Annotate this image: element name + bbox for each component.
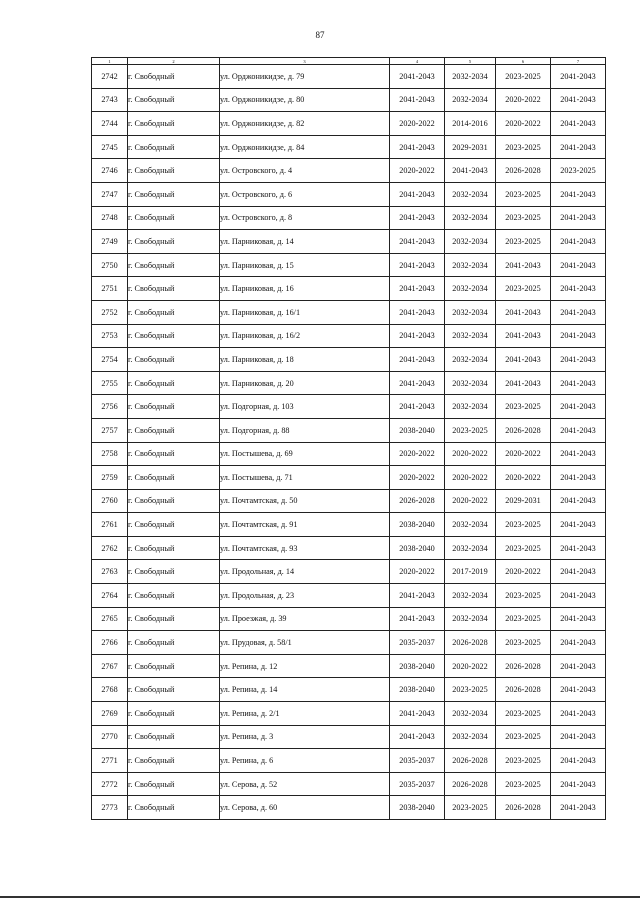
period-col4-cell: 2041-2043 bbox=[390, 607, 445, 631]
row-number: 2765 bbox=[92, 607, 128, 631]
row-number: 2757 bbox=[92, 418, 128, 442]
period-col4-cell: 2041-2043 bbox=[390, 348, 445, 372]
table-row bbox=[92, 418, 606, 442]
period-col5-cell: 2023-2025 bbox=[445, 418, 496, 442]
city-cell: г. Свободный bbox=[128, 607, 220, 631]
address-cell: ул. Подгорная, д. 88 bbox=[220, 418, 390, 442]
period-col5-cell: 2032-2034 bbox=[445, 725, 496, 749]
period-col4-cell: 2035-2037 bbox=[390, 631, 445, 655]
period-col4-cell: 2020-2022 bbox=[390, 466, 445, 490]
period-col4-cell: 2041-2043 bbox=[390, 584, 445, 608]
address-cell: ул. Серова, д. 52 bbox=[220, 772, 390, 796]
row-number: 2744 bbox=[92, 112, 128, 136]
period-col6-cell: 2020-2022 bbox=[496, 560, 551, 584]
period-col7-cell: 2041-2043 bbox=[551, 442, 606, 466]
address-cell: ул. Парниковая, д. 14 bbox=[220, 230, 390, 254]
period-col6-cell: 2023-2025 bbox=[496, 631, 551, 655]
period-col5-cell: 2032-2034 bbox=[445, 324, 496, 348]
period-col4-cell: 2041-2043 bbox=[390, 135, 445, 159]
period-col4-cell: 2020-2022 bbox=[390, 159, 445, 183]
row-number: 2764 bbox=[92, 584, 128, 608]
city-cell: г. Свободный bbox=[128, 631, 220, 655]
address-cell: ул. Постышева, д. 69 bbox=[220, 442, 390, 466]
period-col7-cell: 2041-2043 bbox=[551, 230, 606, 254]
period-col7-cell: 2041-2043 bbox=[551, 418, 606, 442]
period-col6-cell: 2041-2043 bbox=[496, 300, 551, 324]
period-col5-cell: 2032-2034 bbox=[445, 536, 496, 560]
table-row bbox=[92, 277, 606, 301]
address-cell: ул. Серова, д. 60 bbox=[220, 796, 390, 820]
period-col4-cell: 2041-2043 bbox=[390, 182, 445, 206]
period-col7-cell: 2041-2043 bbox=[551, 489, 606, 513]
address-cell: ул. Островского, д. 6 bbox=[220, 182, 390, 206]
row-number: 2758 bbox=[92, 442, 128, 466]
row-number: 2773 bbox=[92, 796, 128, 820]
row-number: 2771 bbox=[92, 749, 128, 773]
city-cell: г. Свободный bbox=[128, 253, 220, 277]
period-col5-cell: 2020-2022 bbox=[445, 466, 496, 490]
city-cell: г. Свободный bbox=[128, 65, 220, 89]
period-col7-cell: 2041-2043 bbox=[551, 112, 606, 136]
city-cell: г. Свободный bbox=[128, 772, 220, 796]
row-number: 2755 bbox=[92, 371, 128, 395]
period-col4-cell: 2038-2040 bbox=[390, 513, 445, 537]
row-number: 2767 bbox=[92, 654, 128, 678]
housing-schedule-table bbox=[91, 57, 606, 820]
city-cell: г. Свободный bbox=[128, 371, 220, 395]
period-col4-cell: 2038-2040 bbox=[390, 678, 445, 702]
table-row bbox=[92, 230, 606, 254]
period-col7-cell: 2041-2043 bbox=[551, 678, 606, 702]
city-cell: г. Свободный bbox=[128, 536, 220, 560]
period-col6-cell: 2041-2043 bbox=[496, 371, 551, 395]
row-number: 2756 bbox=[92, 395, 128, 419]
row-number: 2763 bbox=[92, 560, 128, 584]
period-col7-cell: 2041-2043 bbox=[551, 725, 606, 749]
period-col6-cell: 2020-2022 bbox=[496, 88, 551, 112]
period-col4-cell: 2035-2037 bbox=[390, 749, 445, 773]
address-cell: ул. Парниковая, д. 16 bbox=[220, 277, 390, 301]
period-col7-cell: 2041-2043 bbox=[551, 300, 606, 324]
address-cell: ул. Парниковая, д. 16/2 bbox=[220, 324, 390, 348]
city-cell: г. Свободный bbox=[128, 418, 220, 442]
row-number: 2750 bbox=[92, 253, 128, 277]
period-col6-cell: 2026-2028 bbox=[496, 654, 551, 678]
period-col6-cell: 2023-2025 bbox=[496, 182, 551, 206]
address-cell: ул. Почтамтская, д. 93 bbox=[220, 536, 390, 560]
city-cell: г. Свободный bbox=[128, 584, 220, 608]
period-col4-cell: 2020-2022 bbox=[390, 112, 445, 136]
period-col7-cell: 2041-2043 bbox=[551, 348, 606, 372]
city-cell: г. Свободный bbox=[128, 654, 220, 678]
city-cell: г. Свободный bbox=[128, 513, 220, 537]
period-col7-cell: 2041-2043 bbox=[551, 536, 606, 560]
period-col4-cell: 2041-2043 bbox=[390, 395, 445, 419]
city-cell: г. Свободный bbox=[128, 135, 220, 159]
row-number: 2743 bbox=[92, 88, 128, 112]
address-cell: ул. Репина, д. 2/1 bbox=[220, 702, 390, 726]
table-row bbox=[92, 725, 606, 749]
period-col7-cell: 2041-2043 bbox=[551, 702, 606, 726]
city-cell: г. Свободный bbox=[128, 489, 220, 513]
row-number: 2749 bbox=[92, 230, 128, 254]
period-col5-cell: 2014-2016 bbox=[445, 112, 496, 136]
column-number: 1 bbox=[92, 58, 128, 65]
period-col4-cell: 2041-2043 bbox=[390, 88, 445, 112]
address-cell: ул. Орджоникидзе, д. 82 bbox=[220, 112, 390, 136]
row-number: 2762 bbox=[92, 536, 128, 560]
period-col5-cell: 2032-2034 bbox=[445, 277, 496, 301]
row-number: 2761 bbox=[92, 513, 128, 537]
city-cell: г. Свободный bbox=[128, 466, 220, 490]
city-cell: г. Свободный bbox=[128, 300, 220, 324]
period-col6-cell: 2041-2043 bbox=[496, 253, 551, 277]
row-number: 2752 bbox=[92, 300, 128, 324]
period-col5-cell: 2023-2025 bbox=[445, 796, 496, 820]
period-col6-cell: 2029-2031 bbox=[496, 489, 551, 513]
address-cell: ул. Парниковая, д. 18 bbox=[220, 348, 390, 372]
table-row bbox=[92, 112, 606, 136]
address-cell: ул. Орджоникидзе, д. 80 bbox=[220, 88, 390, 112]
period-col5-cell: 2032-2034 bbox=[445, 395, 496, 419]
period-col5-cell: 2032-2034 bbox=[445, 513, 496, 537]
address-cell: ул. Репина, д. 14 bbox=[220, 678, 390, 702]
table-row bbox=[92, 466, 606, 490]
column-number: 5 bbox=[445, 58, 496, 65]
period-col6-cell: 2023-2025 bbox=[496, 749, 551, 773]
period-col5-cell: 2032-2034 bbox=[445, 88, 496, 112]
period-col6-cell: 2020-2022 bbox=[496, 466, 551, 490]
table-row bbox=[92, 442, 606, 466]
period-col5-cell: 2032-2034 bbox=[445, 182, 496, 206]
table-row bbox=[92, 348, 606, 372]
address-cell: ул. Подгорная, д. 103 bbox=[220, 395, 390, 419]
city-cell: г. Свободный bbox=[128, 560, 220, 584]
address-cell: ул. Почтамтская, д. 91 bbox=[220, 513, 390, 537]
period-col5-cell: 2032-2034 bbox=[445, 230, 496, 254]
address-cell: ул. Проезжая, д. 39 bbox=[220, 607, 390, 631]
row-number: 2766 bbox=[92, 631, 128, 655]
row-number: 2772 bbox=[92, 772, 128, 796]
period-col4-cell: 2038-2040 bbox=[390, 418, 445, 442]
city-cell: г. Свободный bbox=[128, 678, 220, 702]
period-col7-cell: 2041-2043 bbox=[551, 371, 606, 395]
period-col5-cell: 2032-2034 bbox=[445, 584, 496, 608]
row-number: 2746 bbox=[92, 159, 128, 183]
row-number: 2770 bbox=[92, 725, 128, 749]
table-row bbox=[92, 584, 606, 608]
period-col4-cell: 2041-2043 bbox=[390, 725, 445, 749]
city-cell: г. Свободный bbox=[128, 395, 220, 419]
period-col4-cell: 2041-2043 bbox=[390, 253, 445, 277]
period-col6-cell: 2026-2028 bbox=[496, 796, 551, 820]
table-row bbox=[92, 796, 606, 820]
city-cell: г. Свободный bbox=[128, 324, 220, 348]
address-cell: ул. Парниковая, д. 16/1 bbox=[220, 300, 390, 324]
period-col6-cell: 2026-2028 bbox=[496, 678, 551, 702]
period-col5-cell: 2032-2034 bbox=[445, 65, 496, 89]
table-row bbox=[92, 772, 606, 796]
period-col6-cell: 2020-2022 bbox=[496, 112, 551, 136]
address-cell: ул. Орджоникидзе, д. 84 bbox=[220, 135, 390, 159]
period-col7-cell: 2041-2043 bbox=[551, 277, 606, 301]
period-col5-cell: 2032-2034 bbox=[445, 607, 496, 631]
row-number: 2769 bbox=[92, 702, 128, 726]
period-col4-cell: 2038-2040 bbox=[390, 796, 445, 820]
row-number: 2742 bbox=[92, 65, 128, 89]
table-row bbox=[92, 324, 606, 348]
city-cell: г. Свободный bbox=[128, 182, 220, 206]
period-col5-cell: 2026-2028 bbox=[445, 631, 496, 655]
period-col4-cell: 2041-2043 bbox=[390, 206, 445, 230]
table-row bbox=[92, 678, 606, 702]
table-row bbox=[92, 631, 606, 655]
period-col7-cell: 2041-2043 bbox=[551, 65, 606, 89]
city-cell: г. Свободный bbox=[128, 702, 220, 726]
period-col5-cell: 2020-2022 bbox=[445, 442, 496, 466]
period-col7-cell: 2041-2043 bbox=[551, 324, 606, 348]
period-col6-cell: 2023-2025 bbox=[496, 135, 551, 159]
period-col5-cell: 2041-2043 bbox=[445, 159, 496, 183]
scan-bottom-edge bbox=[0, 896, 640, 898]
period-col6-cell: 2023-2025 bbox=[496, 584, 551, 608]
row-number: 2768 bbox=[92, 678, 128, 702]
period-col4-cell: 2038-2040 bbox=[390, 654, 445, 678]
table-row bbox=[92, 702, 606, 726]
period-col5-cell: 2032-2034 bbox=[445, 253, 496, 277]
address-cell: ул. Репина, д. 3 bbox=[220, 725, 390, 749]
address-cell: ул. Прудовая, д. 58/1 bbox=[220, 631, 390, 655]
period-col6-cell: 2023-2025 bbox=[496, 395, 551, 419]
period-col6-cell: 2023-2025 bbox=[496, 277, 551, 301]
period-col7-cell: 2041-2043 bbox=[551, 466, 606, 490]
row-number: 2754 bbox=[92, 348, 128, 372]
period-col7-cell: 2041-2043 bbox=[551, 182, 606, 206]
period-col6-cell: 2023-2025 bbox=[496, 702, 551, 726]
city-cell: г. Свободный bbox=[128, 796, 220, 820]
period-col7-cell: 2041-2043 bbox=[551, 88, 606, 112]
period-col5-cell: 2017-2019 bbox=[445, 560, 496, 584]
address-cell: ул. Парниковая, д. 20 bbox=[220, 371, 390, 395]
period-col4-cell: 2038-2040 bbox=[390, 536, 445, 560]
row-number: 2751 bbox=[92, 277, 128, 301]
period-col6-cell: 2023-2025 bbox=[496, 772, 551, 796]
table-row bbox=[92, 206, 606, 230]
period-col5-cell: 2020-2022 bbox=[445, 489, 496, 513]
period-col6-cell: 2023-2025 bbox=[496, 230, 551, 254]
row-number: 2753 bbox=[92, 324, 128, 348]
city-cell: г. Свободный bbox=[128, 348, 220, 372]
table-row bbox=[92, 654, 606, 678]
period-col4-cell: 2026-2028 bbox=[390, 489, 445, 513]
period-col6-cell: 2023-2025 bbox=[496, 65, 551, 89]
period-col5-cell: 2026-2028 bbox=[445, 772, 496, 796]
period-col6-cell: 2023-2025 bbox=[496, 513, 551, 537]
table-row bbox=[92, 489, 606, 513]
period-col7-cell: 2023-2025 bbox=[551, 159, 606, 183]
address-cell: ул. Репина, д. 6 bbox=[220, 749, 390, 773]
period-col5-cell: 2032-2034 bbox=[445, 371, 496, 395]
address-cell: ул. Постышева, д. 71 bbox=[220, 466, 390, 490]
table-row bbox=[92, 371, 606, 395]
city-cell: г. Свободный bbox=[128, 206, 220, 230]
address-cell: ул. Орджоникидзе, д. 79 bbox=[220, 65, 390, 89]
period-col4-cell: 2020-2022 bbox=[390, 442, 445, 466]
address-cell: ул. Парниковая, д. 15 bbox=[220, 253, 390, 277]
period-col4-cell: 2041-2043 bbox=[390, 702, 445, 726]
period-col6-cell: 2023-2025 bbox=[496, 536, 551, 560]
city-cell: г. Свободный bbox=[128, 277, 220, 301]
address-cell: ул. Почтамтская, д. 50 bbox=[220, 489, 390, 513]
period-col4-cell: 2041-2043 bbox=[390, 277, 445, 301]
period-col7-cell: 2041-2043 bbox=[551, 513, 606, 537]
column-number: 6 bbox=[496, 58, 551, 65]
table-row bbox=[92, 749, 606, 773]
column-number: 2 bbox=[128, 58, 220, 65]
period-col5-cell: 2032-2034 bbox=[445, 348, 496, 372]
period-col5-cell: 2032-2034 bbox=[445, 206, 496, 230]
period-col6-cell: 2026-2028 bbox=[496, 418, 551, 442]
period-col7-cell: 2041-2043 bbox=[551, 584, 606, 608]
row-number: 2747 bbox=[92, 182, 128, 206]
period-col4-cell: 2041-2043 bbox=[390, 300, 445, 324]
period-col7-cell: 2041-2043 bbox=[551, 607, 606, 631]
period-col7-cell: 2041-2043 bbox=[551, 135, 606, 159]
column-number: 3 bbox=[220, 58, 390, 65]
table-row bbox=[92, 88, 606, 112]
table-row bbox=[92, 513, 606, 537]
period-col7-cell: 2041-2043 bbox=[551, 654, 606, 678]
period-col5-cell: 2020-2022 bbox=[445, 654, 496, 678]
column-number: 7 bbox=[551, 58, 606, 65]
table-row bbox=[92, 253, 606, 277]
city-cell: г. Свободный bbox=[128, 442, 220, 466]
period-col4-cell: 2020-2022 bbox=[390, 560, 445, 584]
page-number: 87 bbox=[315, 30, 325, 40]
period-col5-cell: 2023-2025 bbox=[445, 678, 496, 702]
period-col5-cell: 2029-2031 bbox=[445, 135, 496, 159]
address-cell: ул. Продольная, д. 14 bbox=[220, 560, 390, 584]
period-col5-cell: 2032-2034 bbox=[445, 300, 496, 324]
city-cell: г. Свободный bbox=[128, 112, 220, 136]
city-cell: г. Свободный bbox=[128, 230, 220, 254]
city-cell: г. Свободный bbox=[128, 88, 220, 112]
table-row bbox=[92, 159, 606, 183]
address-cell: ул. Островского, д. 8 bbox=[220, 206, 390, 230]
period-col5-cell: 2026-2028 bbox=[445, 749, 496, 773]
table-row bbox=[92, 65, 606, 89]
period-col4-cell: 2041-2043 bbox=[390, 230, 445, 254]
period-col7-cell: 2041-2043 bbox=[551, 206, 606, 230]
period-col6-cell: 2020-2022 bbox=[496, 442, 551, 466]
row-number: 2748 bbox=[92, 206, 128, 230]
period-col7-cell: 2041-2043 bbox=[551, 796, 606, 820]
table-row bbox=[92, 300, 606, 324]
column-number: 4 bbox=[390, 58, 445, 65]
table-row bbox=[92, 395, 606, 419]
table-row bbox=[92, 607, 606, 631]
period-col7-cell: 2041-2043 bbox=[551, 631, 606, 655]
period-col6-cell: 2023-2025 bbox=[496, 725, 551, 749]
period-col6-cell: 2041-2043 bbox=[496, 324, 551, 348]
table-row bbox=[92, 182, 606, 206]
period-col7-cell: 2041-2043 bbox=[551, 749, 606, 773]
period-col4-cell: 2041-2043 bbox=[390, 324, 445, 348]
row-number: 2745 bbox=[92, 135, 128, 159]
period-col4-cell: 2035-2037 bbox=[390, 772, 445, 796]
period-col6-cell: 2023-2025 bbox=[496, 607, 551, 631]
period-col6-cell: 2026-2028 bbox=[496, 159, 551, 183]
period-col4-cell: 2041-2043 bbox=[390, 371, 445, 395]
period-col5-cell: 2032-2034 bbox=[445, 702, 496, 726]
city-cell: г. Свободный bbox=[128, 159, 220, 183]
table-row bbox=[92, 536, 606, 560]
address-cell: ул. Островского, д. 4 bbox=[220, 159, 390, 183]
column-number-row bbox=[92, 58, 606, 65]
city-cell: г. Свободный bbox=[128, 725, 220, 749]
table-row bbox=[92, 560, 606, 584]
period-col7-cell: 2041-2043 bbox=[551, 772, 606, 796]
row-number: 2760 bbox=[92, 489, 128, 513]
address-cell: ул. Продольная, д. 23 bbox=[220, 584, 390, 608]
period-col7-cell: 2041-2043 bbox=[551, 560, 606, 584]
city-cell: г. Свободный bbox=[128, 749, 220, 773]
address-cell: ул. Репина, д. 12 bbox=[220, 654, 390, 678]
period-col7-cell: 2041-2043 bbox=[551, 395, 606, 419]
period-col6-cell: 2041-2043 bbox=[496, 348, 551, 372]
period-col7-cell: 2041-2043 bbox=[551, 253, 606, 277]
row-number: 2759 bbox=[92, 466, 128, 490]
table-row bbox=[92, 135, 606, 159]
period-col4-cell: 2041-2043 bbox=[390, 65, 445, 89]
period-col6-cell: 2023-2025 bbox=[496, 206, 551, 230]
